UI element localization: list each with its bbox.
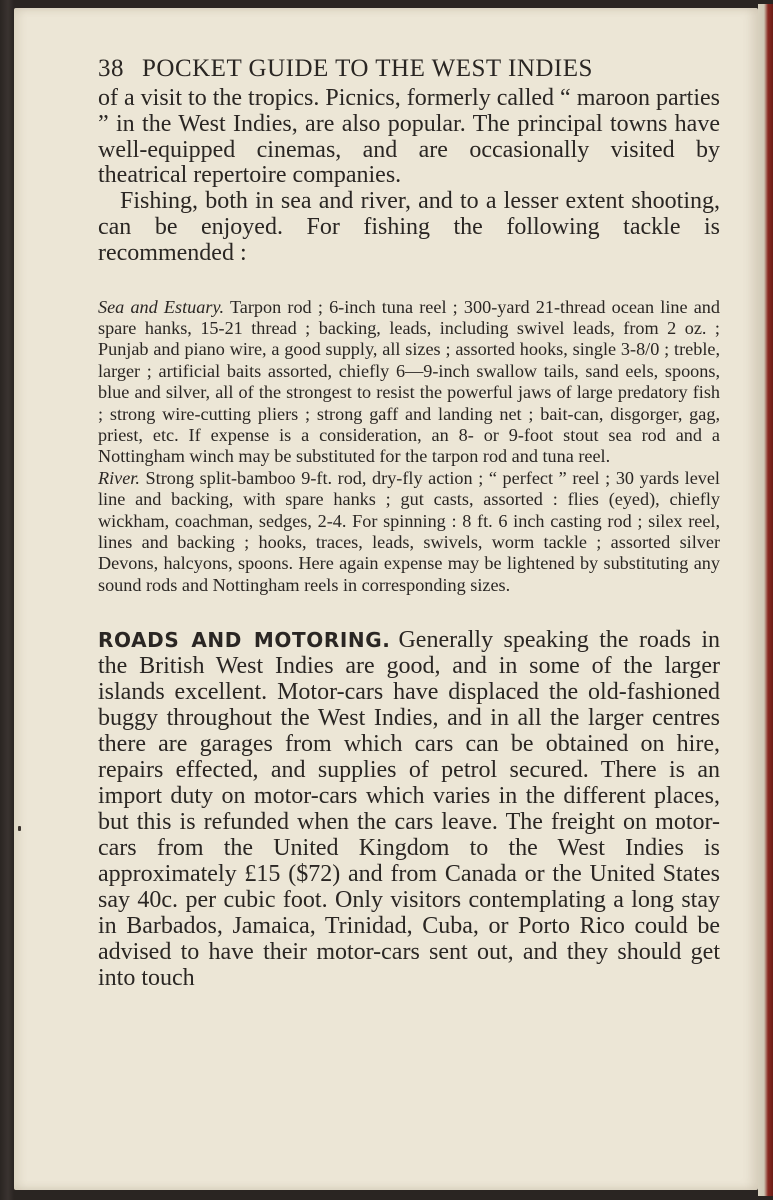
section-heading-roads: ROADS AND MOTORING.	[98, 628, 391, 653]
tackle-river	[98, 468, 720, 596]
book-page-edge	[758, 4, 773, 1196]
page-number: 38	[98, 55, 124, 82]
tackle-sea-text: Tarpon rod ; 6-inch tuna reel ; 300-yard 21-thread ocean line and spare hanks, 15-21 thread ; backing, leads, including swivel leads, from 2 oz. ; Punjab and piano wire, a good supply, all sizes ; assorted hooks, single 3-8/0 ; treble, larger ; artificial baits assorted, chiefly 6—9-inch swallow tails, sand eels, spoons, blue and silver, all of the strongest to resist the powerful jaws of large predatory fish ; strong wire-cutting pliers ; strong gaff and landing net ; bait-can, disgorger, gag, priest, etc. If expense is a consideration, an 8- or 9-foot stout sea rod and a Nottingham winch may be substituted for the tarpon rod and tuna reel.	[98, 296, 720, 467]
tackle-river-text: Strong split-bamboo 9-ft. rod, dry-fly action ; “ perfect ” reel ; 30 yards level line and backing, with spare hanks ; gut casts, assorted : flies (eyed), chiefly wickham, coachman, sedges, 2-4. For spinning : 8 ft. 6 inch casting rod ; silex reel, lines and backing ; hooks, traces, leads, swivels, worm tackle ; assorted silver Devons, halcyons, spoons. Here again expense may be lightened by substituting any sound rods and Nottingham reels in corresponding sizes.	[98, 467, 720, 595]
paragraph-fishing: Fishing, both in sea and river, and to a lesser extent shooting, can be enjoyed. For fishing the following tackle is recommended :	[98, 188, 720, 266]
running-title: POCKET GUIDE TO THE WEST INDIES	[142, 55, 593, 82]
spacer	[98, 596, 720, 627]
margin-mark	[18, 826, 21, 831]
tackle-sea-label: Sea and Estuary.	[98, 296, 225, 317]
tackle-river-label: River.	[98, 467, 140, 488]
page-content	[98, 52, 720, 991]
paragraph-picnics: of a visit to the tropics. Picnics, formerly called “ maroon parties ” in the West Indies, are also popular. The principal towns have well-equipped cinemas, and are occasionally visited by theatrical repertoire companies.	[98, 85, 720, 189]
roads-text: Generally speaking the roads in the British West Indies are good, and in some of the larger islands excellent. Motor-cars have displaced the old-fashioned buggy throughout the West Indies, and in all the larger centres there are garages from which cars can be obtained on hire, repairs effected, and supplies of petrol secured. There is an import duty on motor-cars which varies in the different places, but this is refunded when the cars leave. The freight on motor-cars from the United Kingdom to the West Indies is approximately £15 ($72) and from Canada or the United States say 40c. per cubic foot. Only visitors contemplating a long stay in Barbados, Jamaica, Trinidad, Cuba, or Porto Rico could be advised to have their motor-cars sent out, and they should get into touch	[98, 627, 721, 992]
tackle-sea-estuary	[98, 297, 720, 468]
spacer	[98, 267, 720, 297]
paragraph-roads-motoring	[98, 627, 720, 991]
running-head	[98, 52, 720, 86]
